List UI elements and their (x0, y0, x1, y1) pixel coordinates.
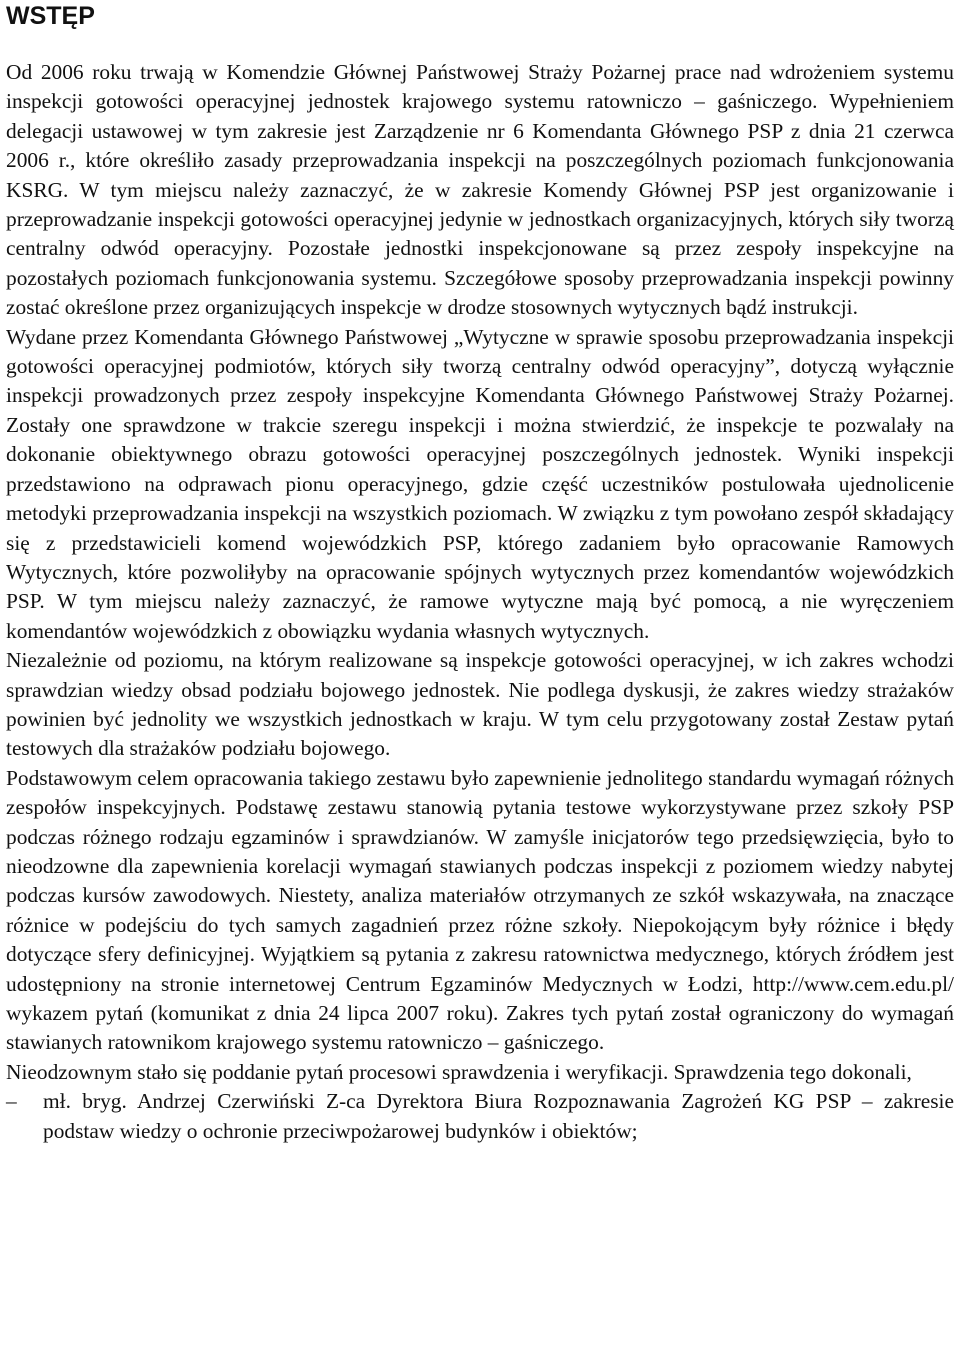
paragraph-knowledge-test: Niezależnie od poziomu, na którym realizowane są inspekcje gotowości operacyjnej, w ich zakres wchodzi sprawdzian wiedzy obsad podziału bojowego jednostek. Nie podlega dyskusji, że zakres wiedzy strażaków powinien być jednolity we wszystkich jednostkach w kraju. W tym celu przygotowany został Zestaw pytań testowych dla strażaków podziału bojowego. (6, 648, 954, 761)
paragraph-guidelines: Wydane przez Komendanta Głównego Państwowej „Wytyczne w sprawie sposobu przeprowadzania inspekcji gotowości operacyjnej podmiotów, których siły tworzą centralny odwód operacyjny”, dotyczą wyłącznie inspekcji prowadzonych przez zespoły inspekcyjne Komendanta Głównego Państwowej Straży Pożarnej. Zostały one sprawdzone w trakcie szeregu inspekcji i można stwierdzić, że inspekcje te pozwalały na dokonanie obiektywnego obrazu gotowości operacyjnej poszczególnych jednostek. Wyniki inspekcji przedstawiono na odprawach pionu operacyjnego, gdzie część uczestników postulowała ujednolicenie metodyki przeprowadzania inspekcji na wszystkich poziomach. W związku z tym powołano zespół składający się z przedstawicieli komend wojewódzkich PSP, którego zadaniem było opracowanie Ramowych Wytycznych, które pozwoliłyby na opracowanie spójnych wytycznych przez komendantów wojewódzkich PSP. W tym miejscu należy zaznaczyć, że ramowe wytyczne mają być pomocą, a nie wyręczeniem komendantów wojewódzkich z obowiązku wydania własnych wytycznych. (6, 324, 954, 643)
list-item (6, 1087, 954, 1146)
list-item-text: mł. bryg. Andrzej Czerwiński Z-ca Dyrektora Biura Rozpoznawania Zagrożeń KG PSP – zakresie podstaw wiedzy o ochronie przeciwpożarowej budynków i obiektów; (43, 1089, 954, 1143)
document-page (6, 0, 954, 1146)
paragraph-intro: Od 2006 roku trwają w Komendzie Głównej Państwowej Straży Pożarnej prace nad wdrożeniem systemu inspekcji gotowości operacyjnej jednostek krajowego systemu ratowniczo – gaśniczego. Wypełnieniem delegacji ustawowej w tym zakresie jest Zarządzenie nr 6 Komendanta Głównego PSP z dnia 21 czerwca 2006 r., które określiło zasady przeprowadzania inspekcji na poszczególnych poziomach funkcjonowania KSRG. W tym miejscu należy zaznaczyć, że w zakresie Komendy Głównej PSP jest organizowanie i przeprowadzanie inspekcji gotowości operacyjnej jedynie w jednostkach organizacyjnych, których siły tworzą centralny odwód operacyjny. Pozostałe jednostki inspekcjonowane są przez zespoły inspekcyjne na pozostałych poziomach funkcjonowania systemu. Szczegółowe sposoby przeprowadzania inspekcji powinny zostać określone przez organizujących inspekcje w drodze stosownych wytycznych bądź instrukcji. (6, 60, 954, 320)
paragraph-question-set: Podstawowym celem opracowania takiego zestawu było zapewnienie jednolitego standardu wymagań różnych zespołów inspekcyjnych. Podstawę zestawu stanowią pytania testowe wykorzystywane przez szkoły PSP podczas różnego rodzaju egzaminów i sprawdzianów. W zamyśle inicjatorów tego przedsięwzięcia, było to nieodzowne dla zapewnienia korelacji wymagań stawianych podczas inspekcji z poziomem wiedzy nabytej podczas kursów zawodowych. Niestety, analiza materiałów otrzymanych ze szkół wskazywała, na znaczące różnice w podejściu do tych samych zagadnień przez różne szkoły. Niepokojącym były różnice i błędy dotyczące sfery definicyjnej. Wyjątkiem są pytania z zakresu ratownictwa medycznego, których źródłem jest udostępniony na stronie internetowej Centrum Egzaminów Medycznych w Łodzi, http://www.cem.edu.pl/ wykazem pytań (komunikat z dnia 24 lipca 2007 roku). Zakres tych pytań został ograniczony do wymagań stawianych ratownikom krajowego systemu ratowniczo – gaśniczego. (6, 765, 955, 1055)
paragraph-verification: Nieodzownym stało się poddanie pytań procesowi sprawdzenia i weryfikacji. Sprawdzenia tego dokonali, (6, 1059, 912, 1084)
dash-bullet: – (6, 1089, 17, 1114)
reviewers-list (6, 1087, 954, 1146)
page-title: WSTĘP (6, 2, 95, 30)
